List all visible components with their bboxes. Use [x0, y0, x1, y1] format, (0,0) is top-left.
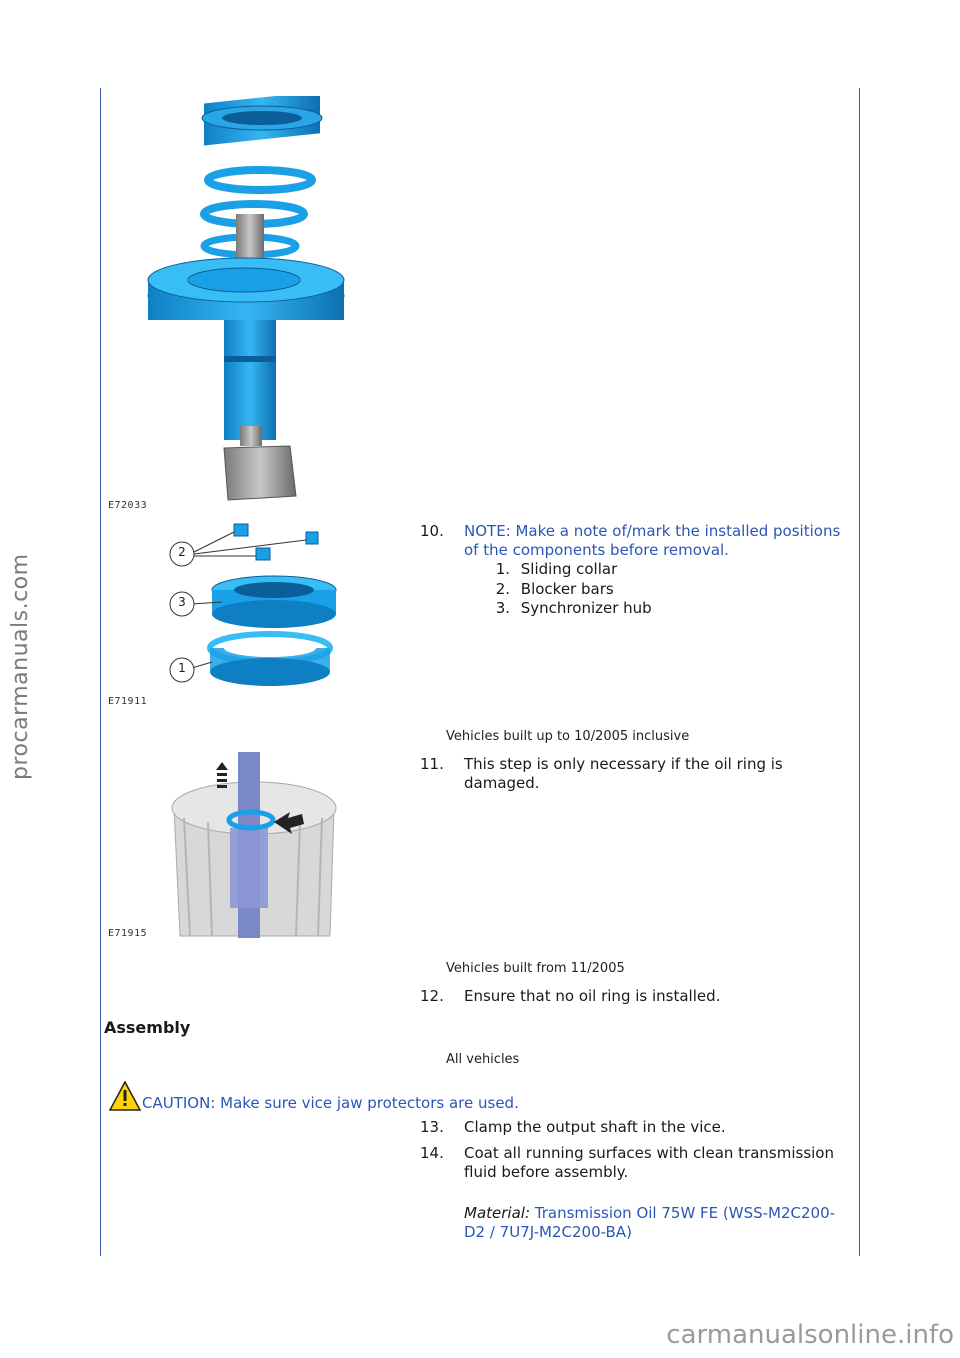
condition-label: All vehicles [446, 1052, 520, 1067]
material-spec [464, 1204, 844, 1242]
list-item-number: 1. [495, 560, 510, 578]
condition-label: Vehicles built from 11/2005 [446, 961, 625, 976]
figure-gear-stack [104, 96, 364, 516]
list-item-text: Blocker bars [520, 580, 614, 598]
warning-triangle-icon [108, 1080, 142, 1112]
step-text: Clamp the output shaft in the vice. [464, 1118, 726, 1136]
step-text: This step is only necessary if the oil ring is damaged. [464, 755, 783, 792]
callout-3: 3 [178, 595, 186, 609]
list-item-text: Sliding collar [520, 560, 618, 578]
step-number: 10. [420, 522, 444, 540]
right-margin-rule [859, 88, 860, 1256]
bottom-watermark: carmanualsonline.info [666, 1320, 954, 1350]
gear-stack-illustration [104, 96, 364, 516]
step-number: 12. [420, 987, 444, 1005]
figure-code: E71915 [108, 928, 148, 939]
list-item [470, 560, 617, 579]
list-item-number: 2. [495, 580, 510, 598]
side-watermark: procarmanuals.com [8, 553, 33, 780]
left-margin-rule [100, 88, 101, 1256]
list-item [470, 599, 652, 618]
material-value: Transmission Oil 75W FE (WSS-M2C200-D2 / 7U7J-M2C200-BA) [464, 1204, 836, 1241]
list-item-number: 3. [495, 599, 510, 617]
synchronizer-illustration [104, 518, 364, 710]
step-number: 14. [420, 1144, 444, 1162]
material-label: Material: [464, 1204, 530, 1222]
step-note: NOTE: Make a note of/mark the installed positions of the components before removal. [464, 522, 841, 559]
step-text: Coat all running surfaces with clean transmission fluid before assembly. [464, 1144, 834, 1181]
figure-code: E71911 [108, 696, 148, 707]
figure-synchronizer-parts [104, 518, 364, 710]
callout-2: 2 [178, 545, 186, 559]
caution-notice [108, 1080, 668, 1114]
condition-label: Vehicles built up to 10/2005 inclusive [446, 729, 690, 744]
figure-code: E72033 [108, 500, 148, 511]
step-text: Ensure that no oil ring is installed. [464, 987, 721, 1005]
callout-1: 1 [178, 661, 186, 675]
section-heading: Assembly [104, 1018, 191, 1037]
step-number: 13. [420, 1118, 444, 1136]
step-number: 11. [420, 755, 444, 773]
list-item-text: Synchronizer hub [520, 599, 652, 617]
oil-ring-illustration [104, 748, 364, 942]
caution-text: CAUTION: Make sure vice jaw protectors are used. [142, 1094, 519, 1112]
list-item [470, 580, 614, 599]
figure-oil-ring [104, 748, 364, 942]
